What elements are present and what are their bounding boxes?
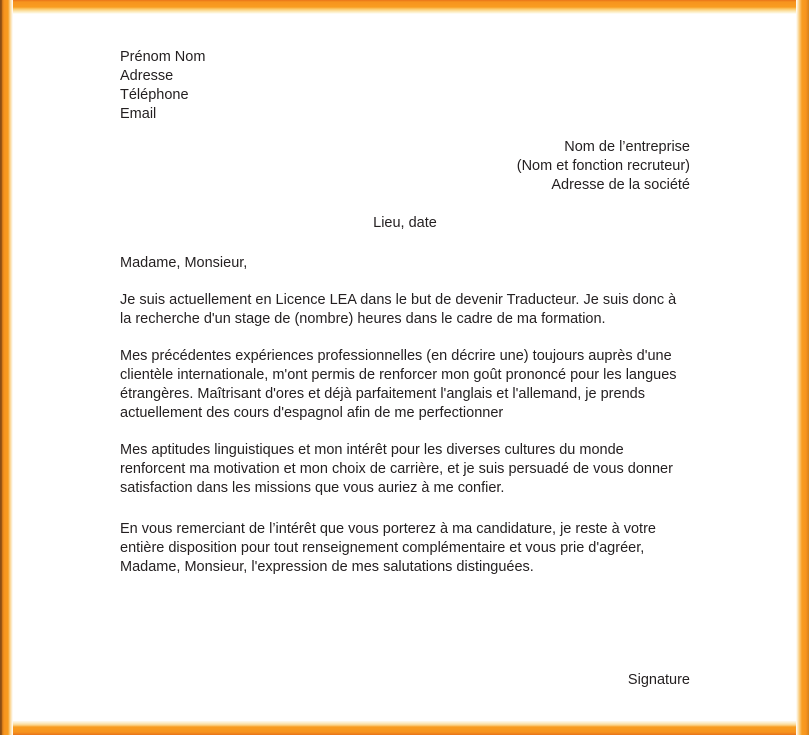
frame-border-left: [0, 0, 13, 735]
recipient-address-block: [120, 138, 690, 195]
body-paragraph-1: Je suis actuellement en Licence LEA dans le but de devenir Traducteur. Je suis donc à la recherche d'un stage de (nombre) heures dans le cadre de ma formation.: [120, 292, 677, 327]
sender-name: Prénom Nom: [120, 49, 206, 65]
place-and-date: Lieu, date: [373, 215, 437, 231]
frame-border-top: [0, 0, 809, 14]
frame-border-bottom: [0, 721, 809, 735]
sender-phone: Téléphone: [120, 87, 189, 103]
frame-border-right: [796, 0, 809, 735]
body-paragraph-closing: En vous remerciant de l’intérêt que vous porterez à ma candidature, je reste à votre entière disposition pour tout renseignement complémentaire et vous prie d'agréer, Madame, Monsieur, l'expression de mes salutations distinguées.: [120, 521, 656, 575]
recipient-company: Nom de l’entreprise: [564, 139, 690, 155]
letter-body: [120, 291, 690, 577]
sender-email: Email: [120, 106, 157, 122]
sender-address: Adresse: [120, 68, 174, 84]
recipient-contact: (Nom et fonction recruteur): [516, 158, 690, 174]
letter-content: [13, 14, 796, 721]
letter-sheet: [13, 14, 796, 721]
body-paragraph-2: Mes précédentes expériences professionnelles (en décrire une) toujours auprès d'une clientèle internationale, m'ont permis de renforcer mon goût prononcé pour les langues étrangères. Maîtrisant d'ores et déjà parfaitement l'anglais et l'allemand, je prends actuellement des cours d'espagnol afin de me perfectionner: [120, 348, 677, 421]
body-paragraph-3: Mes aptitudes linguistiques et mon intérêt pour les diverses cultures du monde renforcent ma motivation et mon choix de carrière, et je suis persuadé de vous donner satisfaction dans les missions que vous auriez à me confier.: [120, 442, 673, 496]
recipient-address: Adresse de la société: [551, 177, 690, 193]
salutation: Madame, Monsieur,: [120, 255, 248, 271]
signature-line: Signature: [627, 672, 690, 688]
sender-address-block: [120, 48, 690, 124]
